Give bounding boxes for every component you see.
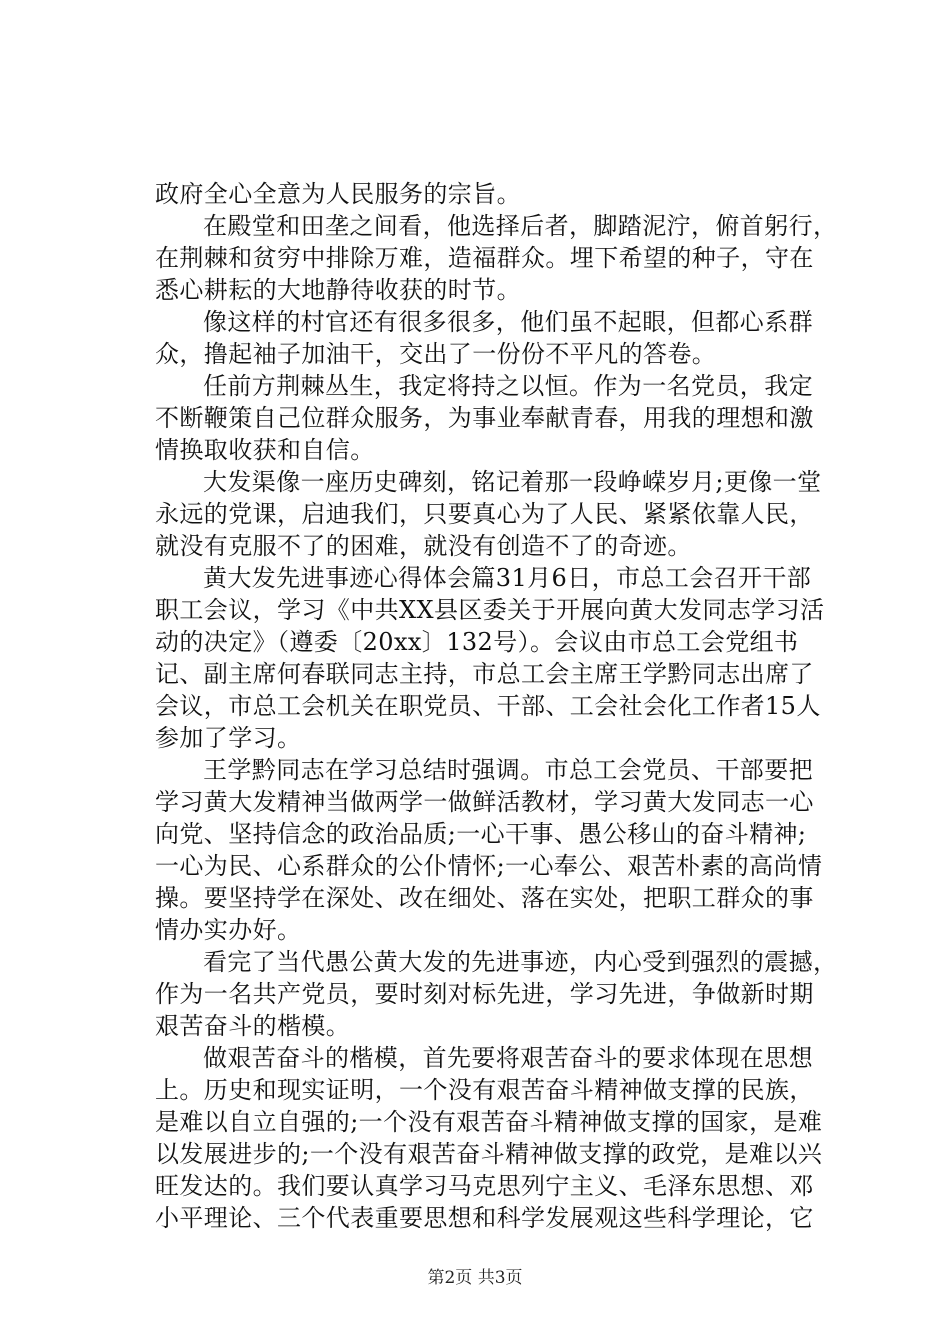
paragraph-first-line: 任前方荆棘丛生，我定将持之以恒。作为一名党员，我定 [203, 372, 813, 400]
text-line: 会议，市总工会机关在职党员、干部、工会社会化工作者15人 [155, 692, 821, 720]
text-line: 以发展进步的;一个没有艰苦奋斗精神做支撑的政党，是难以兴 [155, 1140, 823, 1168]
text-line: 就没有克服不了的困难，就没有创造不了的奇迹。 [155, 532, 692, 560]
text-line: 在荆棘和贫穷中排除万难，造福群众。埋下希望的种子，守在 [155, 244, 814, 272]
text-line: 情办实办好。 [155, 916, 302, 944]
paragraph-first-line: 王学黔同志在学习总结时强调。市总工会党员、干部要把 [203, 756, 813, 784]
text-line: 小平理论、三个代表重要思想和科学发展观这些科学理论，它 [155, 1204, 814, 1232]
document-body [155, 178, 838, 1234]
text-line: 一心为民、心系群众的公仆情怀;一心奉公、艰苦朴素的高尚情 [155, 852, 823, 880]
text-line: 众，撸起袖子加油干，交出了一份份不平凡的答卷。 [155, 340, 717, 368]
text-line: 是难以自立自强的;一个没有艰苦奋斗精神做支撑的国家，是难 [155, 1108, 823, 1136]
text-line: 学习黄大发精神当做两学一做鲜活教材，学习黄大发同志一心 [155, 788, 814, 816]
text-line: 不断鞭策自己位群众服务，为事业奉献青春，用我的理想和激 [155, 404, 814, 432]
text-line: 政府全心全意为人民服务的宗旨。 [155, 180, 521, 208]
text-line: 悉心耕耘的大地静待收获的时节。 [155, 276, 521, 304]
text-line: 动的决定》（遵委〔20xx〕132号）。会议由市总工会党组书 [155, 628, 799, 656]
paragraph-first-line: 看完了当代愚公黄大发的先进事迹，内心受到强烈的震撼， [203, 948, 838, 976]
text-line: 操。要坚持学在深处、改在细处、落在实处，把职工群众的事 [155, 884, 814, 912]
text-line: 向党、坚持信念的政治品质;一心干事、愚公移山的奋斗精神; [155, 820, 807, 848]
page-number-footer: 第2页 共3页 [427, 1268, 523, 1288]
text-line: 旺发达的。我们要认真学习马克思列宁主义、毛泽东思想、邓 [155, 1172, 814, 1200]
text-line: 记、副主席何春联同志主持，市总工会主席王学黔同志出席了 [155, 660, 814, 688]
paragraph-first-line: 在殿堂和田垄之间看，他选择后者，脚踏泥泞，俯首躬行， [203, 212, 838, 240]
text-line: 职工会议，学习《中共XX县区委关于开展向黄大发同志学习活 [155, 596, 825, 624]
paragraph-first-line: 像这样的村官还有很多很多，他们虽不起眼，但都心系群 [203, 308, 813, 336]
text-line: 艰苦奋斗的楷模。 [155, 1012, 351, 1040]
text-line: 情换取收获和自信。 [155, 436, 375, 464]
text-line: 参加了学习。 [155, 724, 302, 752]
text-line: 作为一名共产党员，要时刻对标先进，学习先进，争做新时期 [155, 980, 814, 1008]
text-line: 永远的党课，启迪我们，只要真心为了人民、紧紧依靠人民， [155, 500, 814, 528]
paragraph-first-line: 大发渠像一座历史碑刻，铭记着那一段峥嵘岁月;更像一堂 [203, 468, 822, 496]
text-line: 上。历史和现实证明，一个没有艰苦奋斗精神做支撑的民族， [155, 1076, 814, 1104]
paragraph-first-line: 黄大发先进事迹心得体会篇31月6日，市总工会召开干部 [203, 564, 812, 592]
paragraph-first-line: 做艰苦奋斗的楷模，首先要将艰苦奋斗的要求体现在思想 [203, 1044, 813, 1072]
